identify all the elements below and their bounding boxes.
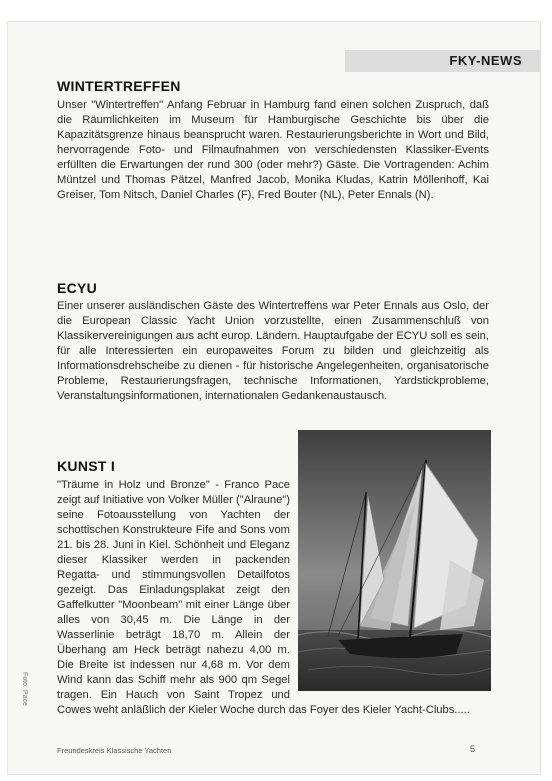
sailboat-photo-illustration [298,430,491,691]
section-body-kunst-text: "Träume in Holz und Bronze" - Franco Pace zeigt auf Initiative von Volker Müller ("Alraune") seine Fotoausstellung von Yachten der schottischen Konstrukteure Fife and Sons vom 21. bis 28. Juni in Kiel. Schönheit und Eleganz dieser Klassiker werden in packenden Regatta- und stimmungsvollen Detailfotos gezeigt. Das Einladungsplakat zeigt den Gaffelkutter "Moonbeam" mit einer Länge über alles von 30,45 m. Die Länge in der Wasserlinie beträgt 18,70 m. Allein der Überhang am Heck beträgt nahezu 4,00 m. Die Breite ist indessen nur 4,68 m. Vor dem Wind kann das Schiff mehr als 900 qm Segel tragen. Ein Hauch von Saint Tropez und Cowes weht anläßlich der Kieler Woche durch das Foyer des Kieler Yacht-Clubs..... [57,479,470,716]
section-title-kunst: KUNST I [57,458,116,474]
section-title-ecyu: ECYU [57,280,98,296]
section-body-wintertreffen: Unser "Wintertreffen" Anfang Februar in Hamburg fand einen solchen Zuspruch, daß die Räumlichkeiten im Museum für Hamburgische Geschichte bis über die Kapazitätsgrenze hinaus beansprucht waren. Restaurierungsberichte in Wort und Bild, hervorragende Foto- und Filmaufnahmen von verschiedensten Klassiker-Events erfüllten die Erwartungen der rund 300 (oder mehr?) Gäste. Die Vortragenden: Achim Müntzel und Thomas Pätzel, Manfred Jacob, Monika Kludas, Katrin Möllenhoff, Kai Greiser, Tom Nitsch, Daniel Charles (F), Fred Bouter (NL), Peter Ennals (N). [57,99,489,201]
footer-publisher: Freundeskreis Klassische Yachten [57,746,172,755]
section-body-ecyu: Einer unserer ausländischen Gäste des Wintertreffens war Peter Ennals aus Oslo, der die European Classic Yacht Union vorzustellte, einen Zusammenschluß von Klassikervereinigungen aus acht europ. Ländern. Hauptaufgabe der ECYU soll es sein, für alle Interessierten ein europaweites Forum zu bilden und gleichzeitig als Informationsdrehscheibe zu dienen - für historische Angelegenheiten, organisatorische Probleme, Restaurierungsfragen, technische Informationen, Yardstickprobleme, Veranstaltungsinformationen, internationalen Gedankenaustausch. [57,300,489,402]
section-title-wintertreffen: WINTERTREFFEN [57,78,181,94]
header-label: FKY-NEWS [449,53,522,68]
sailboat-photo [298,430,491,691]
footer-page-number: 5 [470,744,476,754]
header-bar [345,50,540,72]
photo-credit: Foto: Pace [21,672,28,706]
